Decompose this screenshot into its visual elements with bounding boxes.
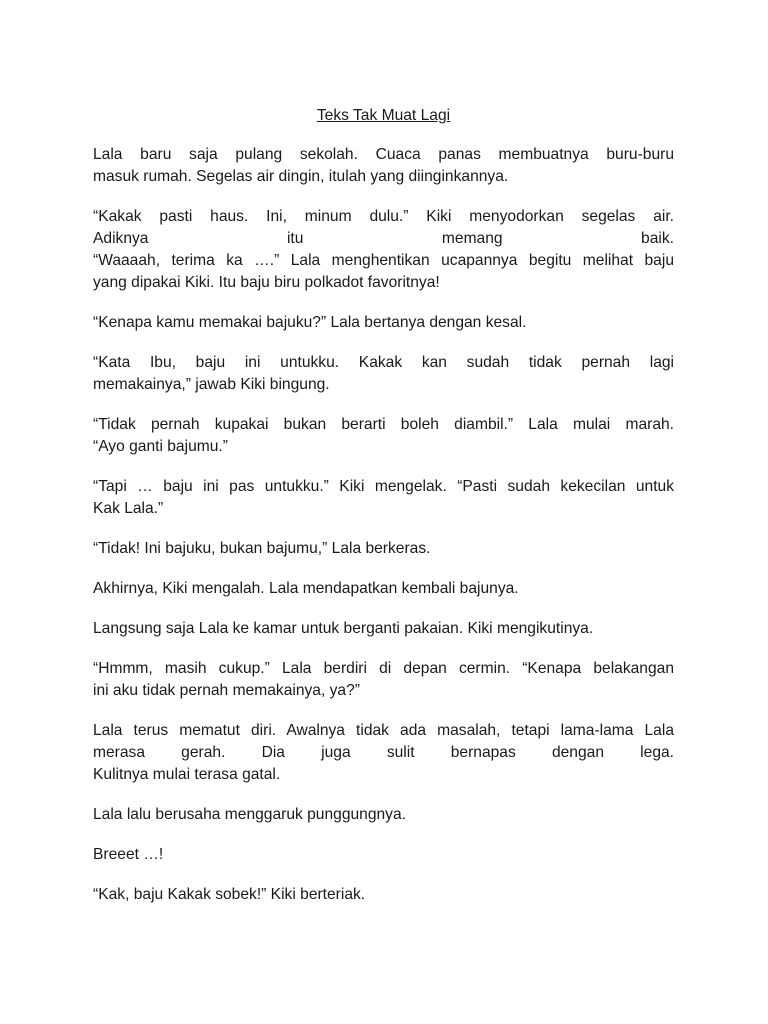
- text-line: yang dipakai Kiki. Itu baju biru polkadot favoritnya!: [93, 274, 440, 291]
- text-line: Kak Lala.”: [93, 500, 164, 517]
- text-line: “Kata Ibu, baju ini untukku. Kakak kan sudah tidak pernah lagi: [93, 354, 674, 371]
- paragraph-12: [93, 804, 674, 826]
- text-line: Breeet …!: [93, 846, 164, 863]
- paragraph-2: [93, 206, 674, 294]
- text-line: “Kakak pasti haus. Ini, minum dulu.” Kiki menyodorkan segelas air.: [93, 208, 674, 225]
- text-line: “Tidak pernah kupakai bukan berarti boleh diambil.” Lala mulai marah.: [93, 416, 674, 433]
- text-line: Langsung saja Lala ke kamar untuk berganti pakaian. Kiki mengikutinya.: [93, 620, 594, 637]
- paragraph-4: [93, 352, 674, 396]
- text-line: “Kenapa kamu memakai bajuku?” Lala bertanya dengan kesal.: [93, 314, 527, 331]
- paragraph-3: [93, 312, 674, 334]
- text-line: Adiknya itu memang baik.: [93, 230, 674, 247]
- text-line: memakainya,” jawab Kiki bingung.: [93, 376, 330, 393]
- text-line: “Tapi … baju ini pas untukku.” Kiki mengelak. “Pasti sudah kekecilan untuk: [93, 478, 674, 495]
- text-line: merasa gerah. Dia juga sulit bernapas dengan lega.: [93, 744, 674, 761]
- paragraph-10: [93, 658, 674, 702]
- paragraph-8: [93, 578, 674, 600]
- text-line: Kulitnya mulai terasa gatal.: [93, 766, 281, 783]
- text-line: masuk rumah. Segelas air dingin, itulah yang diinginkannya.: [93, 168, 509, 185]
- text-line: Lala lalu berusaha menggaruk punggungnya.: [93, 806, 406, 823]
- text-line: “Kak, baju Kakak sobek!” Kiki berteriak.: [93, 886, 366, 903]
- text-line: “Waaaah, terima ka ….” Lala menghentikan ucapannya begitu melihat baju: [93, 252, 674, 269]
- paragraph-14: [93, 884, 674, 906]
- text-line: Akhirnya, Kiki mengalah. Lala mendapatkan kembali bajunya.: [93, 580, 519, 597]
- paragraph-1: [93, 144, 674, 188]
- text-line: Lala terus mematut diri. Awalnya tidak ada masalah, tetapi lama-lama Lala: [93, 722, 674, 739]
- paragraph-11: [93, 720, 674, 786]
- paragraph-9: [93, 618, 674, 640]
- document-title: Teks Tak Muat Lagi: [316, 107, 451, 124]
- text-line: Lala baru saja pulang sekolah. Cuaca panas membuatnya buru-buru: [93, 146, 674, 163]
- paragraph-13: [93, 844, 674, 866]
- paragraph-5: [93, 414, 674, 458]
- text-line: “Ayo ganti bajumu.”: [93, 438, 228, 455]
- text-line: “Tidak! Ini bajuku, bukan bajumu,” Lala berkeras.: [93, 540, 431, 557]
- text-line: ini aku tidak pernah memakainya, ya?”: [93, 682, 360, 699]
- paragraph-7: [93, 538, 674, 560]
- text-line: “Hmmm, masih cukup.” Lala berdiri di depan cermin. “Kenapa belakangan: [93, 660, 674, 677]
- document-body: [93, 105, 674, 924]
- paragraph-6: [93, 476, 674, 520]
